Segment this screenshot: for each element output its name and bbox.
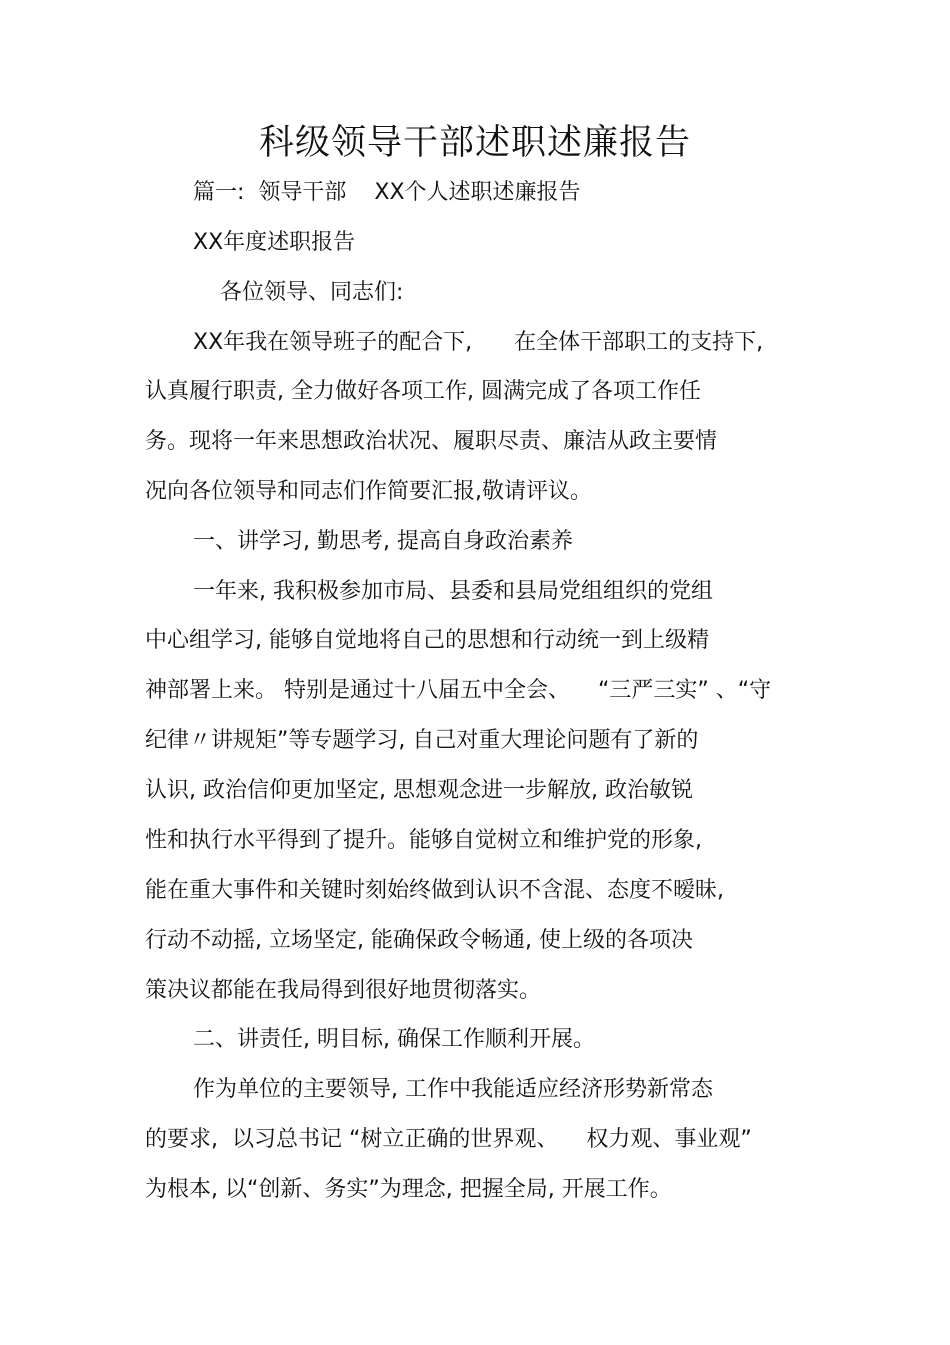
body-line: XX年我在领导班子的配合下, 在全体干部职工的支持下, bbox=[193, 330, 764, 355]
body-line: 作为单位的主要领导, 工作中我能适应经济形势新常态 bbox=[193, 1077, 713, 1102]
body-line: 认真履行职责, 全力做好各项工作, 圆满完成了各项工作任 bbox=[145, 379, 701, 404]
body-line: 务。现将一年来思想政治状况、履职尽责、廉洁从政主要情 bbox=[145, 429, 718, 454]
body-line: 纪律〃讲规矩”等专题学习, 自己对重大理论问题有了新的 bbox=[145, 728, 699, 753]
body-line: 一年来, 我积极参加市局、县委和县局党组组织的党组 bbox=[193, 579, 713, 604]
section-heading-line: 篇一: 领导干部 XX个人述职述廉报告 bbox=[193, 180, 581, 205]
body-line: 神部署上来。 特别是通过十八届五中全会、 “三严三实” 、“守 bbox=[145, 678, 772, 703]
body-line: 中心组学习, 能够自觉地将自己的思想和行动统一到上级精 bbox=[145, 628, 709, 653]
body-line: 的要求, 以习总书记 “树立正确的世界观、 权力观、事业观” bbox=[145, 1127, 752, 1152]
body-line: 策决议都能在我局得到很好地贯彻落实。 bbox=[145, 978, 542, 1003]
section-heading-line: 二、讲责任, 明目标, 确保工作顺利开展。 bbox=[193, 1027, 595, 1052]
report-subtitle-line: XX年度述职报告 bbox=[193, 230, 356, 255]
body-line: 为根本, 以“创新、务实”为理念, 把握全局, 开展工作。 bbox=[145, 1177, 672, 1202]
salutation-line: 各位领导、同志们: bbox=[220, 280, 404, 305]
document-title: 科级领导干部述职述廉报告 bbox=[258, 123, 691, 163]
body-line: 况向各位领导和同志们作简要汇报,敬请评议。 bbox=[145, 479, 592, 504]
section-heading-line: 一、讲学习, 勤思考, 提高自身政治素养 bbox=[193, 529, 573, 554]
body-line: 认识, 政治信仰更加坚定, 思想观念进一步解放, 政治敏锐 bbox=[145, 778, 693, 803]
body-line: 行动不动摇, 立场坚定, 能确保政令畅通, 使上级的各项决 bbox=[145, 928, 693, 953]
body-line: 能在重大事件和关键时刻始终做到认识不含混、态度不暧昧, bbox=[145, 878, 724, 903]
body-line: 性和执行水平得到了提升。能够自觉树立和维护党的形象, bbox=[145, 828, 702, 853]
